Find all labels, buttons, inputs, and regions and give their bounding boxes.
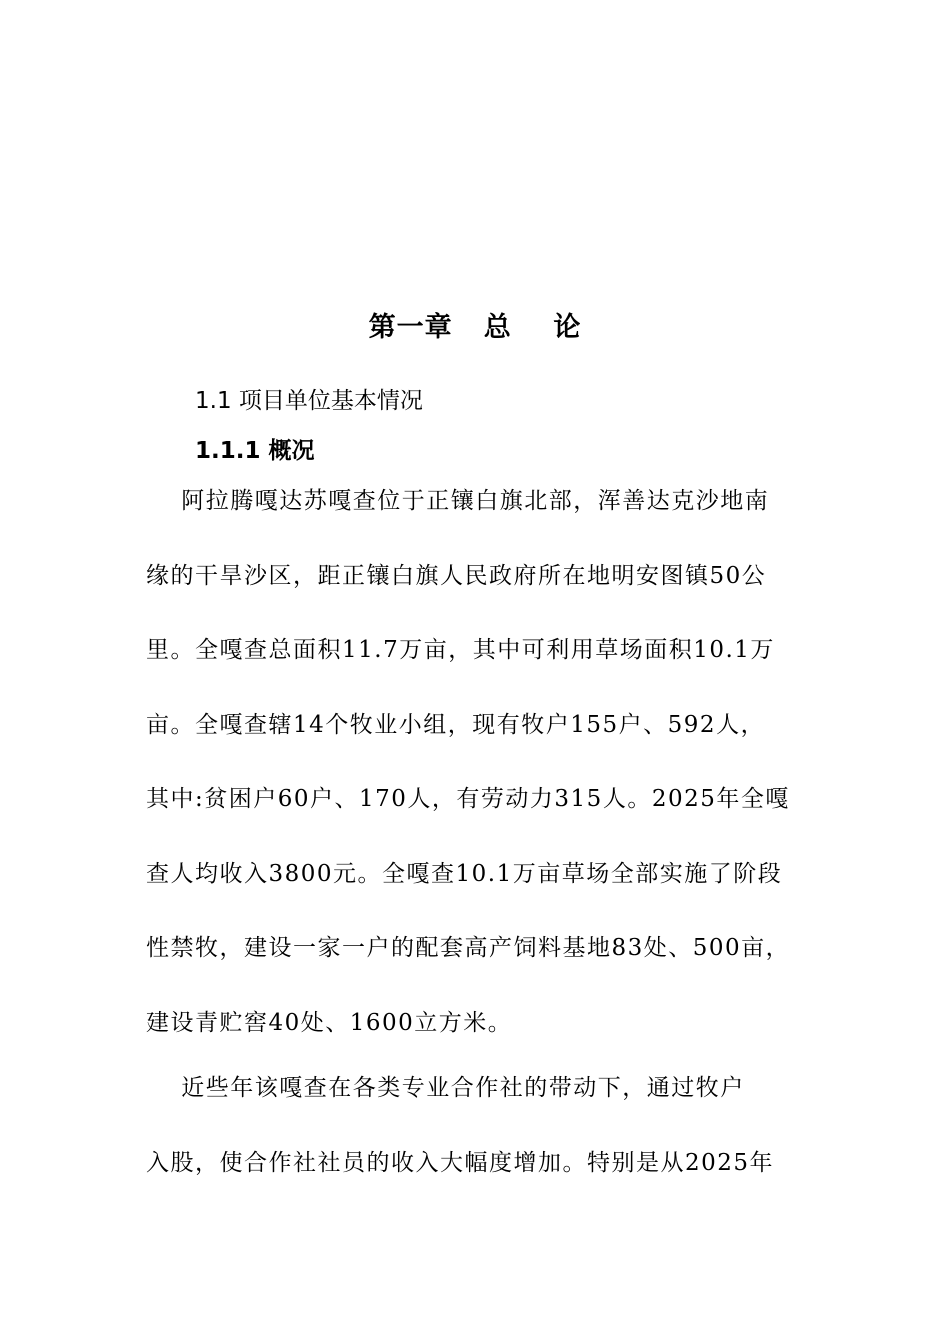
paragraph-line: 入股，使合作社社员的收入大幅度增加。特别是从2025年 (146, 1149, 775, 1176)
subsection-heading: 1.1.1 概况 (195, 438, 315, 464)
paragraph-line: 其中:贫困户60户、170人，有劳动力315人。2025年全嘎 (146, 786, 790, 812)
section-heading: 1.1 项目单位基本情况 (195, 388, 423, 414)
paragraph-line: 性禁牧，建设一家一户的配套高产饲料基地83处、500亩， (146, 935, 791, 961)
body-paragraph-1 (146, 464, 826, 1060)
paragraph-line: 亩。全嘎查辖14个牧业小组，现有牧户155户、592人， (146, 711, 766, 738)
chapter-title: 第一章 总 论 (368, 312, 582, 343)
paragraph-line: 缘的干旱沙区，距正镶白旗人民政府所在地明安图镇50公 (146, 562, 767, 589)
paragraph-line: 阿拉腾嘎达苏嘎查位于正镶白旗北部，浑善达克沙地南 (146, 488, 770, 514)
paragraph-line: 里。全嘎查总面积11.7万亩，其中可利用草场面积10.1万 (146, 637, 775, 663)
body-paragraph-2 (146, 1051, 826, 1200)
paragraph-line: 近些年该嘎查在各类专业合作社的带动下，通过牧户 (146, 1075, 745, 1101)
paragraph-line: 查人均收入3800元。全嘎查10.1万亩草场全部实施了阶段 (146, 860, 783, 887)
paragraph-line: 建设青贮窖40处、1600立方米。 (146, 1009, 513, 1036)
